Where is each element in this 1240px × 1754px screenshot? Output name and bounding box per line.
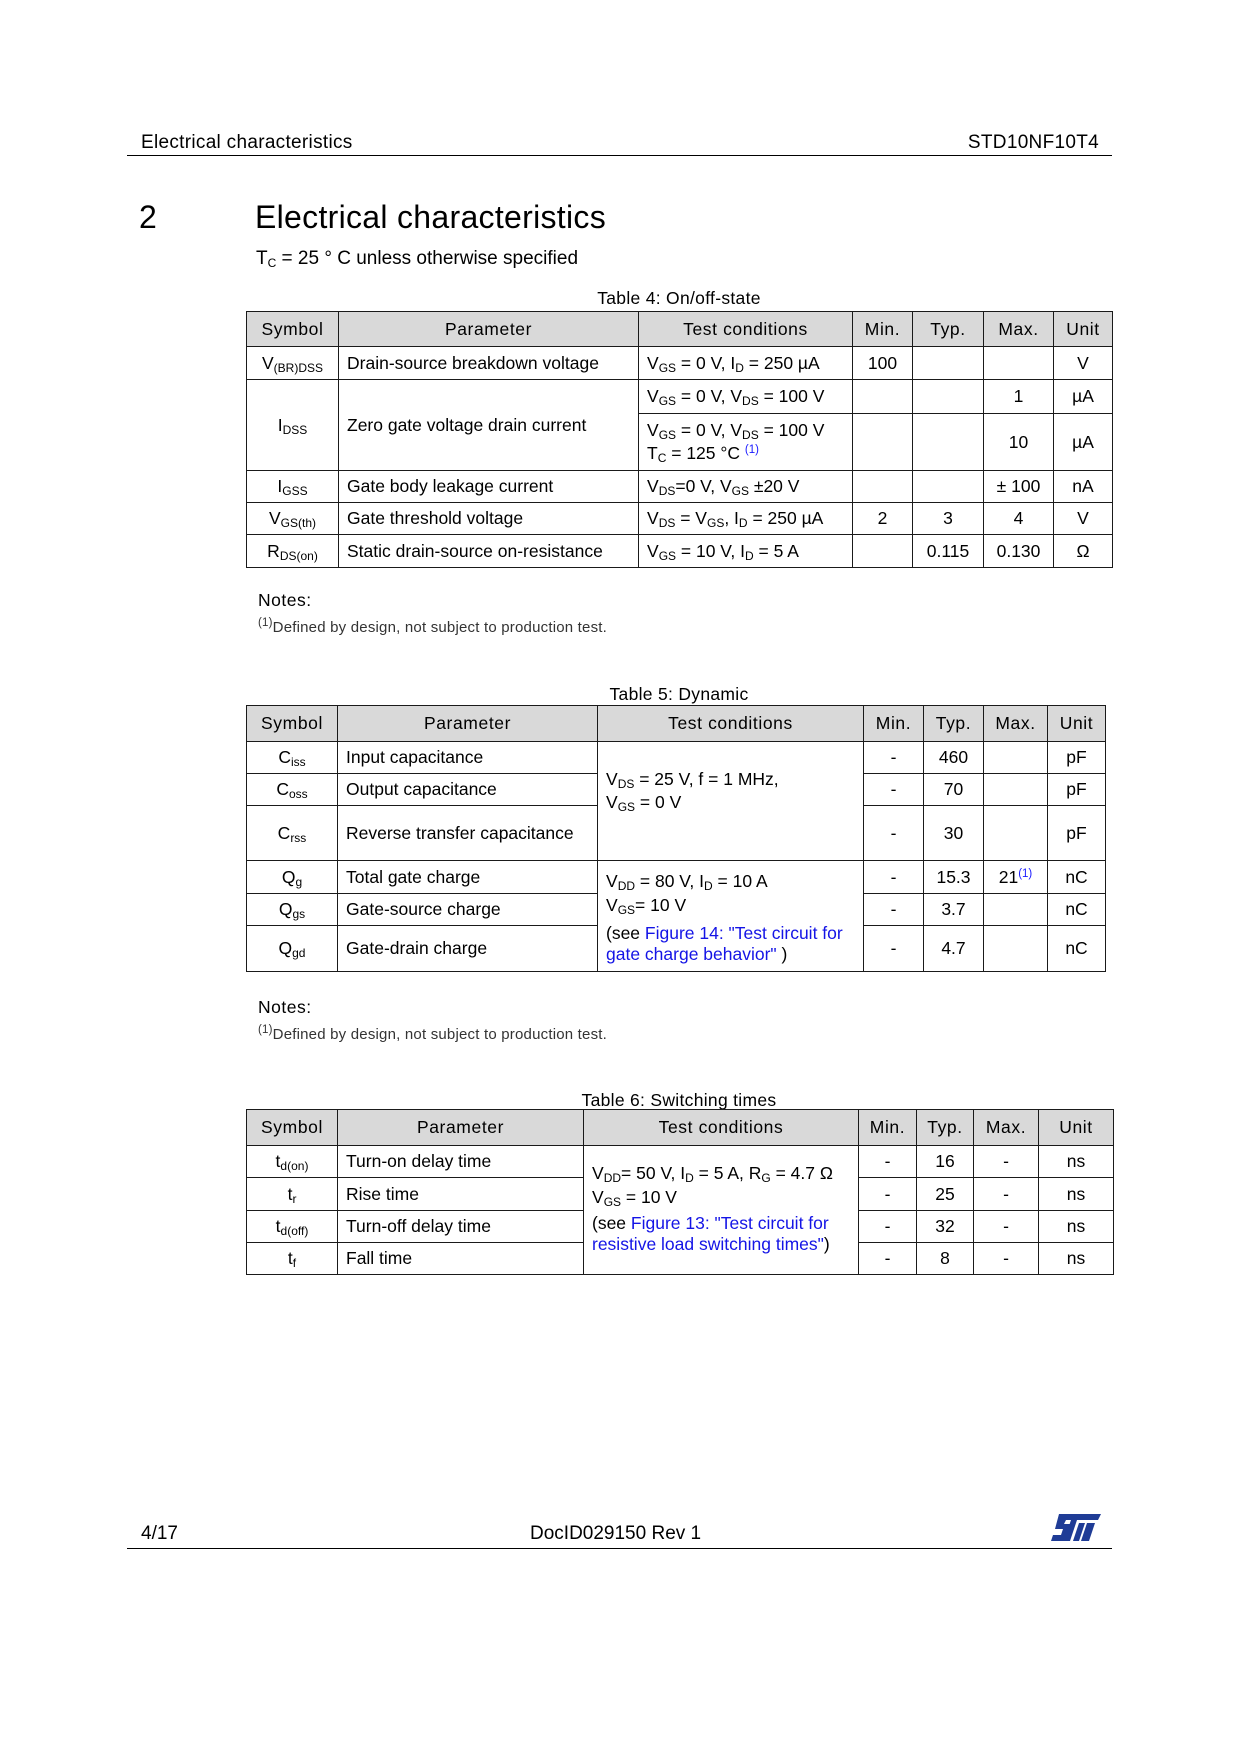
unit-cell: ns	[1039, 1146, 1114, 1178]
min-cell	[853, 535, 913, 568]
unit-cell: ns	[1039, 1243, 1114, 1275]
typ-cell: 30	[924, 806, 984, 861]
min-cell: -	[859, 1146, 917, 1178]
col-max: Max.	[984, 312, 1054, 347]
parameter-cell: Zero gate voltage drain current	[339, 380, 639, 471]
col-unit: Unit	[1039, 1110, 1114, 1146]
col-parameter: Parameter	[339, 312, 639, 347]
running-header-part-number: STD10NF10T4	[967, 132, 1099, 153]
typ-cell: 460	[924, 742, 984, 774]
max-cell	[984, 806, 1048, 861]
table-row	[247, 535, 1113, 568]
unit-cell: nA	[1054, 471, 1113, 503]
table5-dynamic	[246, 705, 1106, 972]
unit-cell: pF	[1048, 774, 1106, 806]
condition-symbol: T	[256, 248, 268, 269]
figure-13-link[interactable]: Figure 13: "Test circuit for resistive load switching times"	[592, 1213, 829, 1254]
unit-cell: nC	[1048, 894, 1106, 926]
parameter-cell: Fall time	[338, 1243, 584, 1275]
table-header-row	[247, 1110, 1114, 1146]
test-condition-cell: $V_{DS} = V_{GS}$, $I_D = 250$ µA	[639, 503, 853, 535]
footnote-ref[interactable]: (1)	[1018, 867, 1033, 880]
test-condition-cell: $V_{DS}=0$ V, $V_{GS} \pm 20$ V	[639, 471, 853, 503]
symbol-cell: $C_{rss}$	[247, 806, 338, 861]
symbol-cell: $Q_g$	[247, 861, 338, 894]
test-condition-cell: $V_{DD} = 80$ V, $I_D = 10$ A $V_{GS}= 10$ V (see Figure 14: "Test circuit for gate charge behavior" )	[598, 861, 864, 972]
table-row	[247, 471, 1113, 503]
col-min: Min.	[853, 312, 913, 347]
section-number: 2	[139, 199, 157, 235]
col-unit: Unit	[1048, 706, 1106, 742]
col-min: Min.	[859, 1110, 917, 1146]
unit-cell: µA	[1054, 414, 1113, 471]
col-typ: Typ.	[917, 1110, 974, 1146]
symbol-cell: $I_{DSS}$	[247, 380, 339, 471]
max-cell	[984, 347, 1054, 380]
symbol-cell: $I_{GSS}$	[247, 471, 339, 503]
footnote-ref[interactable]: (1)	[744, 444, 759, 456]
col-symbol: Symbol	[247, 312, 339, 347]
max-cell	[984, 926, 1048, 972]
footer-rule	[127, 1548, 1112, 1549]
col-symbol: Symbol	[247, 1110, 338, 1146]
unit-cell: µA	[1054, 380, 1113, 414]
table4-note-1: $^{(1)}$Defined by design, not subject to production test.	[258, 617, 608, 636]
min-cell: -	[864, 926, 924, 972]
table6-switching-times	[246, 1109, 1114, 1275]
col-parameter: Parameter	[338, 1110, 584, 1146]
table4-notes-heading: Notes:	[258, 590, 312, 610]
table-row	[247, 861, 1106, 894]
typ-cell	[913, 380, 984, 414]
max-cell: -	[974, 1243, 1039, 1275]
symbol-cell: $C_{iss}$	[247, 742, 338, 774]
max-cell: 0.130	[984, 535, 1054, 568]
table-row	[247, 380, 1113, 414]
test-condition-cell: $V_{GS} = 0$ V, $I_D = 250$ µA	[639, 347, 853, 380]
typ-cell: 15.3	[924, 861, 984, 894]
parameter-cell: Input capacitance	[338, 742, 598, 774]
col-test-conditions: Test conditions	[639, 312, 853, 347]
symbol-cell: $V_{GS(th)}$	[247, 503, 339, 535]
parameter-cell: Gate body leakage current	[339, 471, 639, 503]
col-max: Max.	[974, 1110, 1039, 1146]
col-unit: Unit	[1054, 312, 1113, 347]
parameter-cell: Reverse transfer capacitance	[338, 806, 598, 861]
unit-cell: pF	[1048, 806, 1106, 861]
unit-cell: V	[1054, 347, 1113, 380]
max-cell: -	[974, 1146, 1039, 1178]
typ-cell	[913, 347, 984, 380]
table4-title: Table 4: On/off-state	[597, 288, 761, 308]
condition-subscript: C	[267, 256, 277, 270]
parameter-cell: Gate-source charge	[338, 894, 598, 926]
symbol-cell: $t_{d(on)}$	[247, 1146, 338, 1178]
min-cell: -	[859, 1211, 917, 1243]
max-cell: ± 100	[984, 471, 1054, 503]
symbol-cell: $V_{(BR)DSS}$	[247, 347, 339, 380]
col-test-conditions: Test conditions	[598, 706, 864, 742]
col-symbol: Symbol	[247, 706, 338, 742]
typ-cell: 4.7	[924, 926, 984, 972]
parameter-cell: Turn-off delay time	[338, 1211, 584, 1243]
max-cell: -	[974, 1178, 1039, 1211]
typ-cell: 25	[917, 1178, 974, 1211]
col-typ: Typ.	[924, 706, 984, 742]
table-header-row	[247, 706, 1106, 742]
typ-cell: 32	[917, 1211, 974, 1243]
max-cell	[984, 742, 1048, 774]
col-min: Min.	[864, 706, 924, 742]
condition-text: = 25 ° C unless otherwise specified	[276, 248, 579, 269]
section-title: Electrical characteristics	[255, 199, 607, 235]
parameter-cell: Rise time	[338, 1178, 584, 1211]
typ-cell: 70	[924, 774, 984, 806]
symbol-cell: $t_r$	[247, 1178, 338, 1211]
section-condition	[256, 248, 578, 270]
st-logo-icon	[1051, 1514, 1101, 1541]
symbol-cell: $Q_{gd}$	[247, 926, 338, 972]
col-parameter: Parameter	[338, 706, 598, 742]
test-condition-cell: $V_{DD}= 50$ V, $I_D = 5$ A, $R_G = 4.7$ Ω $V_{GS} = 10$ V (see Figure 13: "Test circuit for resistive load switching times")	[584, 1146, 859, 1275]
min-cell: -	[864, 861, 924, 894]
page-number: 4/17	[141, 1523, 178, 1544]
table5-notes-heading: Notes:	[258, 997, 312, 1017]
unit-cell: V	[1054, 503, 1113, 535]
symbol-cell: $t_f$	[247, 1243, 338, 1275]
symbol-cell: $t_{d(off)}$	[247, 1211, 338, 1243]
unit-cell: nC	[1048, 926, 1106, 972]
symbol-cell: $R_{DS(on)}$	[247, 535, 339, 568]
typ-cell: 3	[913, 503, 984, 535]
figure-14-link[interactable]: Figure 14: "Test circuit for gate charge behavior"	[606, 923, 843, 964]
parameter-cell: Drain-source breakdown voltage	[339, 347, 639, 380]
unit-cell: nC	[1048, 861, 1106, 894]
typ-cell: 8	[917, 1243, 974, 1275]
parameter-cell: Gate threshold voltage	[339, 503, 639, 535]
min-cell: -	[864, 894, 924, 926]
min-cell: -	[859, 1243, 917, 1275]
test-condition-cell: $V_{GS} = 10$ V, $I_D = 5$ A	[639, 535, 853, 568]
test-condition-cell: $V_{GS} = 0$ V, $V_{DS} = 100$ V $T_C = 125$ °C $^{(1)}$	[639, 414, 853, 471]
table5-note-1: $^{(1)}$Defined by design, not subject to production test.	[258, 1024, 608, 1043]
min-cell	[853, 414, 913, 471]
unit-cell: pF	[1048, 742, 1106, 774]
table-header-row	[247, 312, 1113, 347]
col-typ: Typ.	[913, 312, 984, 347]
symbol-cell: $C_{oss}$	[247, 774, 338, 806]
typ-cell	[913, 471, 984, 503]
min-cell	[853, 380, 913, 414]
max-cell	[984, 774, 1048, 806]
table-row	[247, 347, 1113, 380]
parameter-cell: Turn-on delay time	[338, 1146, 584, 1178]
parameter-cell: Gate-drain charge	[338, 926, 598, 972]
test-condition-cell: $V_{DS} = 25$ V, f = 1 MHz, $V_{GS} = 0$ V	[598, 742, 864, 861]
min-cell: -	[864, 774, 924, 806]
table5-title: Table 5: Dynamic	[609, 684, 749, 704]
typ-cell: 0.115	[913, 535, 984, 568]
parameter-cell: Total gate charge	[338, 861, 598, 894]
document-id: DocID029150 Rev 1	[530, 1523, 702, 1544]
header-rule	[127, 155, 1112, 156]
typ-cell: 16	[917, 1146, 974, 1178]
typ-cell: 3.7	[924, 894, 984, 926]
max-cell: -	[974, 1211, 1039, 1243]
max-cell: 1	[984, 380, 1054, 414]
parameter-cell: Static drain-source on-resistance	[339, 535, 639, 568]
max-cell	[984, 894, 1048, 926]
min-cell: -	[859, 1178, 917, 1211]
min-cell: 100	[853, 347, 913, 380]
table4-on-off-state	[246, 311, 1113, 568]
min-cell: -	[864, 742, 924, 774]
unit-cell: Ω	[1054, 535, 1113, 568]
col-max: Max.	[984, 706, 1048, 742]
symbol-cell: $Q_{gs}$	[247, 894, 338, 926]
unit-cell: ns	[1039, 1211, 1114, 1243]
min-cell: 2	[853, 503, 913, 535]
max-cell: 10	[984, 414, 1054, 471]
parameter-cell: Output capacitance	[338, 774, 598, 806]
max-cell: 4	[984, 503, 1054, 535]
min-cell	[853, 471, 913, 503]
table-row	[247, 1146, 1114, 1178]
unit-cell: ns	[1039, 1178, 1114, 1211]
typ-cell	[913, 414, 984, 471]
max-cell: 21$^{(1)}$	[984, 861, 1048, 894]
min-cell: -	[864, 806, 924, 861]
running-header-section: Electrical characteristics	[141, 132, 353, 153]
col-test-conditions: Test conditions	[584, 1110, 859, 1146]
table-row	[247, 742, 1106, 774]
table-row	[247, 503, 1113, 535]
test-condition-cell: $V_{GS} = 0$ V, $V_{DS} = 100$ V	[639, 380, 853, 414]
table6-title: Table 6: Switching times	[581, 1090, 777, 1110]
